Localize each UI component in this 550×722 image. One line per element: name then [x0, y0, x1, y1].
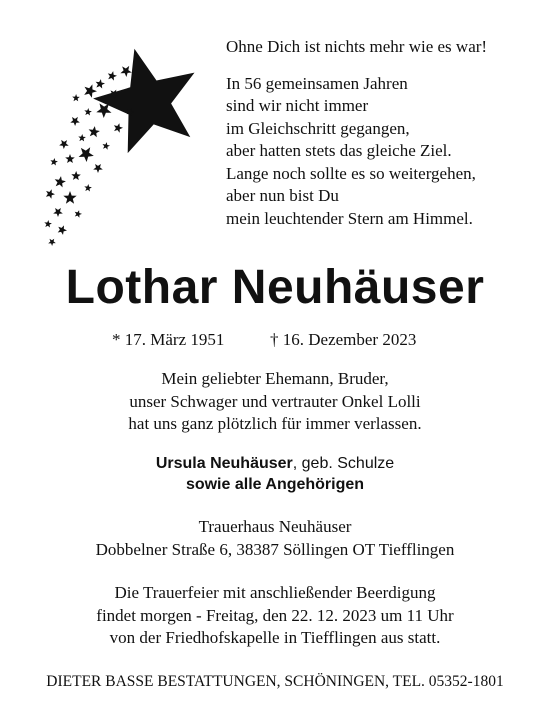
shooting-star-trail-icon — [84, 108, 92, 116]
shooting-star-trail-icon — [93, 164, 103, 173]
shooting-star-trail-icon — [108, 71, 117, 81]
shooting-star-trail-icon — [53, 208, 63, 217]
poem-opening-line: Ohne Dich ist nichts mehr wie es war! — [226, 37, 488, 56]
shooting-star-trail-icon — [120, 66, 131, 77]
mourner-maiden-name: , geb. Schulze — [292, 455, 395, 472]
relatives-text: sowie alle Angehörigen — [185, 476, 365, 493]
poem-line: aber hatten stets das gleiche Ziel. — [226, 141, 452, 160]
poem — [226, 36, 536, 230]
shooting-star-trail-icon — [84, 84, 97, 97]
house-title: Trauerhaus Neuhäuser — [198, 517, 352, 536]
poem-line: aber nun bist Du — [226, 186, 339, 205]
relatives-line — [0, 474, 550, 495]
shooting-star-trail-icon — [114, 123, 123, 133]
shooting-star-trail-icon — [59, 140, 68, 149]
poem-line: mein leuchtender Stern am Himmel. — [226, 208, 473, 228]
shooting-star-trail-icon — [103, 142, 111, 150]
shooting-star-trail-icon — [79, 147, 94, 162]
shooting-star-trail-icon — [89, 126, 100, 137]
deceased-name: Lothar Neuhäuser — [65, 261, 485, 314]
message-line: Mein geliebter Ehemann, Bruder, — [161, 369, 389, 388]
service-line: Die Trauerfeier mit anschließender Beerdigung — [114, 583, 436, 602]
shooting-star-trail-icon — [75, 210, 82, 218]
poem-line: im Gleichschritt gegangen, — [226, 118, 410, 138]
death-date: † 16. Dezember 2023 — [270, 330, 417, 349]
shooting-star-trail-icon — [58, 225, 67, 235]
mourner-name: Ursula Neuhäuser — [155, 455, 293, 472]
funeral-service-info — [0, 582, 550, 650]
shooting-star-trail-icon — [48, 239, 56, 246]
star-icon — [93, 49, 194, 153]
shooting-star-trail-icon — [72, 94, 80, 101]
shooting-star-trail-icon — [84, 184, 92, 192]
house-of-mourning — [0, 516, 550, 561]
poem-verse — [226, 73, 536, 231]
shooting-star-trail-icon — [78, 134, 86, 141]
message-line: unser Schwager und vertrauter Onkel Lolli — [129, 391, 421, 411]
shooting-star-trail-icon — [70, 117, 80, 126]
shooting-star-trail-icon — [50, 158, 58, 166]
service-line: von der Friedhofskapelle in Tiefflingen aus statt. — [109, 628, 441, 647]
shooting-star-trail-icon — [65, 154, 75, 163]
shooting-star-trail-icon — [55, 176, 66, 187]
mourners — [0, 453, 550, 495]
poem-line: Lange noch sollte es so weitergehen, — [226, 163, 476, 183]
shooting-star-trail-icon — [46, 189, 55, 199]
shooting-star-trail-icon — [63, 191, 76, 204]
shooting-star-trail-icon — [44, 220, 52, 228]
shooting-star-trail-icon — [71, 171, 81, 180]
announcement-message — [0, 368, 550, 436]
funeral-home-footer: DIETER BASSE BESTATTUNGEN, SCHÖNINGEN, TEL. 05352-1801 — [46, 673, 504, 690]
poem-line: In 56 gemeinsamen Jahren — [226, 73, 408, 93]
house-address: Dobbelner Straße 6, 38387 Söllingen OT Tiefflingen — [95, 539, 455, 559]
message-line: hat uns ganz plötzlich für immer verlassen. — [128, 414, 422, 433]
shooting-star-trail-icon — [96, 79, 105, 88]
service-line: findet morgen - Freitag, den 22. 12. 2023 um 11 Uhr — [96, 605, 454, 625]
birth-date: * 17. März 1951 — [112, 330, 225, 349]
shooting-star-illustration — [30, 42, 215, 252]
mourner-line — [0, 453, 550, 474]
poem-line: sind wir nicht immer — [226, 96, 369, 115]
